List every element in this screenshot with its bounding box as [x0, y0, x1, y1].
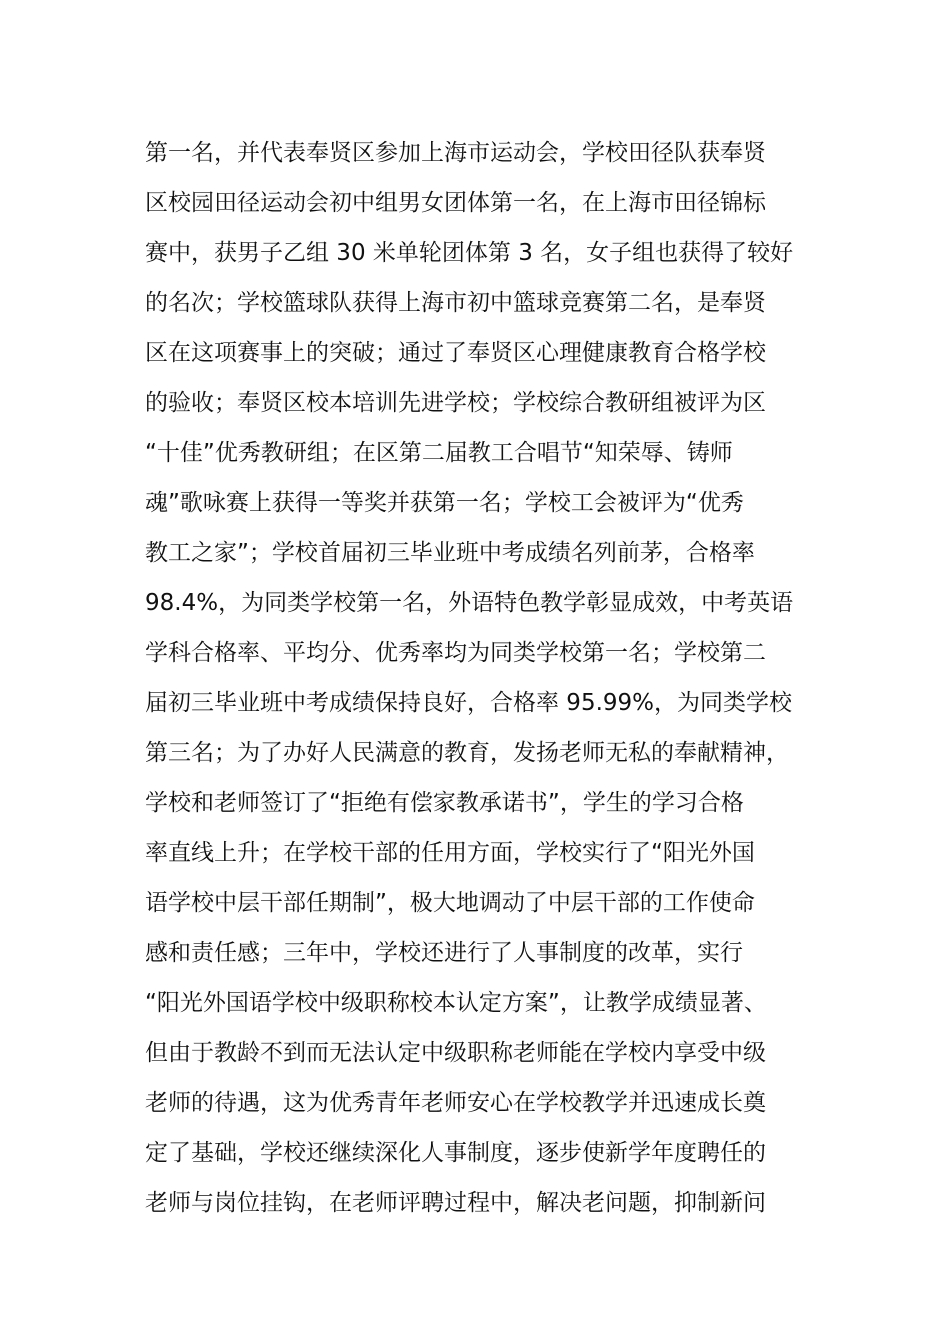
text-line: 第一名，并代表奉贤区参加上海市运动会，学校田径队获奉贤: [145, 140, 766, 166]
text-line: 届初三毕业班中考成绩保持良好，合格率 95.99%，为同类学校: [145, 690, 793, 716]
text-line: 区校园田径运动会初中组男女团体第一名，在上海市田径锦标: [145, 190, 766, 216]
text-line: 定了基础，学校还继续深化人事制度，逐步使新学年度聘任的: [145, 1140, 766, 1166]
text-line: 语学校中层干部任期制”，极大地调动了中层干部的工作使命: [145, 890, 755, 916]
text-line: 老师的待遇，这为优秀青年老师安心在学校教学并迅速成长奠: [145, 1090, 766, 1116]
text-line: 学校和老师签订了“拒绝有偿家教承诺书”，学生的学习合格: [145, 790, 744, 816]
text-line: 98.4%，为同类学校第一名，外语特色教学彰显成效，中考英语: [145, 590, 794, 616]
body-paragraph: [145, 128, 815, 1228]
text-line: “十佳”优秀教研组；在区第二届教工合唱节“知荣辱、铸师: [145, 440, 733, 466]
text-line: 赛中，获男子乙组 30 米单轮团体第 3 名，女子组也获得了较好: [145, 240, 794, 266]
text-line: 魂”歌咏赛上获得一等奖并获第一名；学校工会被评为“优秀: [145, 490, 744, 516]
text-line: 率直线上升；在学校干部的任用方面，学校实行了“阳光外国: [145, 840, 755, 866]
text-line: 第三名；为了办好人民满意的教育，发扬老师无私的奉献精神，: [145, 740, 789, 766]
text-line: 区在这项赛事上的突破；通过了奉贤区心理健康教育合格学校: [145, 340, 766, 366]
text-line: “阳光外国语学校中级职称校本认定方案”，让教学成绩显著、: [145, 990, 767, 1016]
text-line: 但由于教龄不到而无法认定中级职称老师能在学校内享受中级: [145, 1040, 766, 1066]
text-line: 学科合格率、平均分、优秀率均为同类学校第一名；学校第二: [145, 640, 766, 666]
text-line: 感和责任感；三年中，学校还进行了人事制度的改革，实行: [145, 940, 743, 966]
text-line: 的名次；学校篮球队获得上海市初中篮球竞赛第二名，是奉贤: [145, 290, 766, 316]
text-line: 教工之家”；学校首届初三毕业班中考成绩名列前茅，合格率: [145, 540, 755, 566]
text-line: 的验收；奉贤区校本培训先进学校；学校综合教研组被评为区: [145, 390, 766, 416]
text-line: 老师与岗位挂钩，在老师评聘过程中，解决老问题，抑制新问: [145, 1190, 766, 1216]
